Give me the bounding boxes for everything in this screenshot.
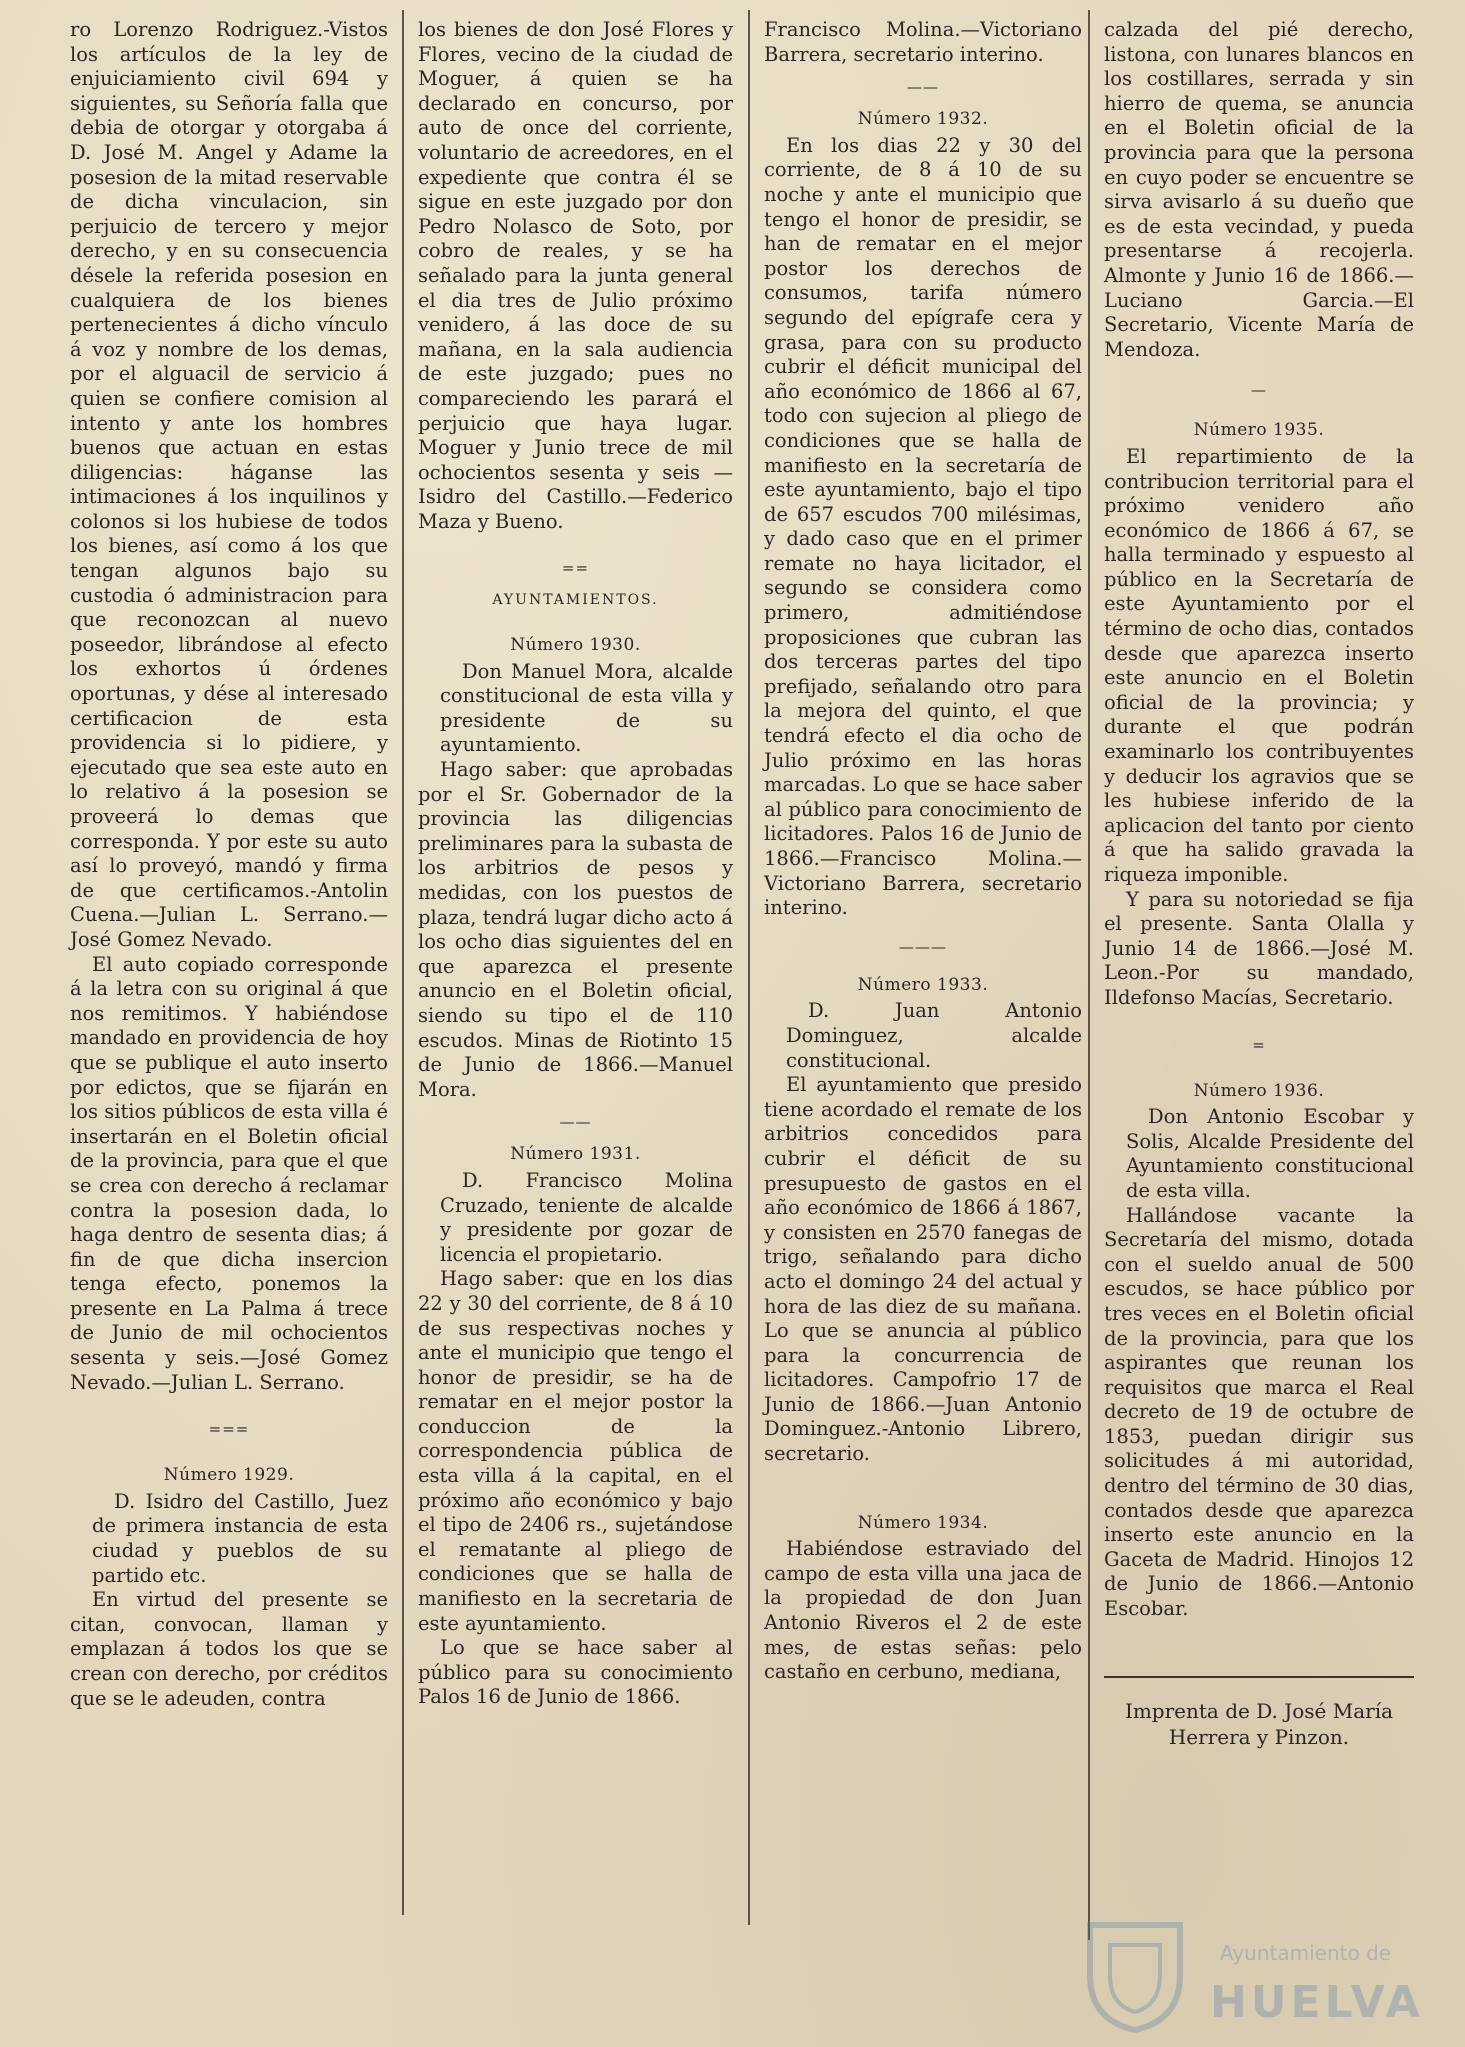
notice-heading: Don Antonio Escobar y Solis, Alcalde Presidente del Ayuntamiento constitucional de esta villa. [1126,1105,1414,1202]
column-4 [1104,18,1414,1750]
notice-heading: Don Manuel Mora, alcalde constitucional de esta villa y presidente de su ayuntamiento. [440,659,733,757]
archive-watermark [1060,1905,1440,2035]
notice-heading: D. Juan Antonio Dominguez, alcalde constitucional. [786,999,1082,1072]
paragraph: Y para su notoriedad se fija el presente. Santa Olalla y Junio 14 de 1866.—José M. Leon.-Por su mandado, Ildefonso Macías, Secretario. [1104,887,1414,1009]
notice-number: Número 1933. [857,974,989,995]
printer-imprint: Imprenta de D. José María Herrera y Pinzon. [1104,1676,1414,1750]
paragraph: los bienes de don José Flores y Flores, vecino de la ciudad de Moguer, á quien se ha declarado en concurso, por auto de once del corriente, voluntario de acreedores, en el expediente que contra él se sigue en este juzgado por don Pedro Nolasco de Soto, por cobro de reales, y se ha señalado para la junta general el dia tres de Julio próximo venidero, á las doce de su mañana, en la sala audiencia de este juzgado; pues no compareciendo les parará el perjuicio que haya lugar. Moguer y Junio trece de mil ochocientos sesenta y seis — Isidro del Castillo.—Federico Maza y Bueno. [418,18,733,533]
notice-number: Número 1935. [1193,420,1325,441]
column-3 [764,18,1082,1685]
paragraph: Habiéndose estraviado del campo de esta villa una jaca de la propiedad de don Juan Antonio Riveros el 2 de este mes, de estas señas: pelo castaño en cerbuno, mediana, [764,1537,1082,1684]
paragraph: ro Lorenzo Rodriguez.-Vistos los artículos de la ley de enjuiciamiento civil 694 y siguientes, su Señoría falla que debia de otorgar y otorgaba á D. José M. Angel y Adame la posesion de la mitad reservable de dicha vinculacion, sin perjuicio de tercero y mejor derecho, y en su consecuencia désele la referida posesion en cualquiera de los bienes pertenecientes á dicho vínculo á voz y nombre de los demas, por el alguacil de servicio á quien se confiere comision al intento y ante los hombres buenos que actuan en estas diligencias: háganse las intimaciones á los inquilinos y colonos si los hubiese de todos los bienes, así como á los que tengan algunos bajo su custodia ó administracion para que reconozcan al nuevo poseedor, librándose al efecto los exhortos ú órdenes oportunas, y dése al interesado certificacion de esta providencia si lo pidiere, y ejecutado que sea este auto en lo relativo á la posesion se proveerá lo demas que corresponda. Y por este su auto así lo proveyó, mandó y firma de que certificamos.-Antolin Cuena.—Julian L. Serrano.—José Gomez Nevado. [70,18,388,951]
column-rule [748,10,750,1925]
paragraph: Lo que se hace saber al público para su conocimiento Palos 16 de Junio de 1866. [418,1636,733,1709]
paragraph: En los dias 22 y 30 del corriente, de 8 á 10 de su noche y ante el municipio que tengo el honor de presidir, se han de rematar en el mejor postor los derechos de consumos, tarifa número segundo del epígrafe cera y grasa, para con su producto cubrir el déficit municipal del año económico de 1866 al 67, todo con sujecion al pliego de condiciones que se halla de manifiesto en la secretaría de este ayuntamiento, bajo el tipo de 657 escudos 700 milésimas, y dado caso que en el primer remate no haya licitador, el segundo se considera como primero, admitiéndose proposiciones que cubran las dos terceras partes del tipo prefijado, señalando otro para la mejora del quinto, el que tendrá efecto el dia ocho de Julio próximo en las horas marcadas. Lo que se hace saber al público para conocimiento de licitadores. Palos 16 de Junio de 1866.—Francisco Molina.—Victoriano Barrera, secretario interino. [764,133,1082,920]
paragraph: El ayuntamiento que presido tiene acordado el remate de los arbitrios concedidos para cubrir el déficit de su presupuesto de gastos en el año económico de 1866 á 1867, y consisten en 2570 fanegas de trigo, señalando para dicho acto el domingo 24 del actual y hora de las diez de su mañana. Lo que se anuncia al público para la concurrencia de licitadores. Campofrio 17 de Junio de 1866.—Juan Antonio Dominguez.-Antonio Librero, secretario. [764,1073,1082,1466]
column-1 [70,18,388,1711]
paragraph: En virtud del presente se citan, convocan, llaman y emplazan á todos los que se crean con derecho, por créditos que se le adeuden, contra [70,1588,388,1710]
paragraph: Francisco Molina.—Victoriano Barrera, secretario interino. [764,18,1082,66]
notice-number: Número 1934. [857,1512,989,1533]
notice-number: Número 1931. [510,1144,641,1165]
notice-heading: D. Francisco Molina Cruzado, teniente de alcalde y presidente por gozar de licencia el propietario. [440,1168,733,1266]
paragraph: El auto copiado corresponde á la letra con su original á que nos remitimos. Y habiéndose mandado en providencia de hoy que se publique el auto inserto por edictos, que se fijarán en los sitios públicos de esta villa é insertarán en el Boletin oficial de la provincia, para que el que se crea con derecho á reclamar contra la posesion dada, lo haga dentro de sesenta dias; á fin de que dicha insercion tenga efecto, ponemos la presente en La Palma á trece de Junio de mil ochocientos sesenta y seis.—José Gomez Nevado.—Julian L. Serrano. [70,952,388,1394]
watermark-city: HUELVA [1210,1977,1424,2028]
separator: —— [907,78,939,97]
notice-number: Número 1930. [510,635,641,656]
separator: ——— [899,937,947,956]
paragraph: calzada del pié derecho, listona, con lunares blancos en los costillares, serrada y sin hierro de quema, se anuncia en el Boletin oficial de la provincia para que la persona en cuyo poder se encuentre se sirva avisarlo á su dueño que es de esta vecindad, y pueda presentarse á recojerla. Almonte y Junio 16 de 1866.—Luciano Garcia.—El Secretario, Vicente María de Mendoza. [1104,18,1414,361]
watermark-org: Ayuntamiento de [1220,1941,1392,1965]
notice-heading: D. Isidro del Castillo, Juez de primera instancia de esta ciudad y pueblos de su partido etc. [92,1489,388,1587]
separator: = [1252,1035,1266,1054]
separator: === [208,1420,250,1439]
paragraph: Hago saber: que en los dias 22 y 30 del corriente, de 8 á 10 de sus respectivas noches y ante el municipio que tengo el honor de presidir, se ha de rematar en el mejor postor la conduccion de la correspondencia pública de esta villa á la capital, en el próximo año económico y bajo el tipo de 2406 rs., sujetándose el rematante al pliego de condiciones que se halla de manifiesto en la secretaria de este ayuntamiento. [418,1267,733,1635]
paragraph: El repartimiento de la contribucion territorial para el próximo venidero año económico de 1866 á 67, se halla terminado y espuesto al público en la Secretaría de este Ayuntamiento por el término de ocho dias, contados desde que aparezca inserto este anuncio en el Boletin oficial de la provincia; y durante el que podrán examinarlo los contribuyentes y deducir los agravios que se les hubiese inferido de la aplicacion del tanto por ciento á que ha salido gravada la riqueza imponible. [1104,444,1414,886]
separator: == [561,559,590,578]
column-rule [1088,10,1090,1940]
notice-number: Número 1936. [1193,1080,1325,1101]
separator: — [1251,381,1267,400]
paragraph: Hago saber: que aprobadas por el Sr. Gobernador de la provincia las diligencias preliminares para la subasta de los arbitrios de pesos y medidas, con los puestos de plaza, tendrá lugar dicho acto á los ocho dias siguientes del en que aparezca el presente anuncio en el Boletin oficial, siendo su tipo el de 110 escudos. Minas de Riotinto 15 de Junio de 1866.—Manuel Mora. [418,758,733,1101]
notice-number: Número 1932. [857,109,989,130]
column-rule [402,10,404,1915]
column-2 [418,18,733,1710]
separator: —— [559,1113,592,1132]
coat-of-arms-icon [1070,1915,1200,2035]
notice-number: Número 1929. [163,1465,295,1486]
section-heading: AYUNTAMIENTOS. [492,592,659,609]
paragraph: Hallándose vacante la Secretaría del mismo, dotada con el sueldo anual de 500 escudos, se hace público por tres veces en el Boletin oficial de la provincia, para que los aspirantes que reunan los requisitos que marca el Real decreto de 19 de octubre de 1853, puedan dirigir sus solicitudes á mi autoridad, dentro del término de 30 dias, contados desde que aparezca inserto este anuncio en la Gaceta de Madrid. Hinojos 12 de Junio de 1866.—Antonio Escobar. [1104,1203,1414,1621]
